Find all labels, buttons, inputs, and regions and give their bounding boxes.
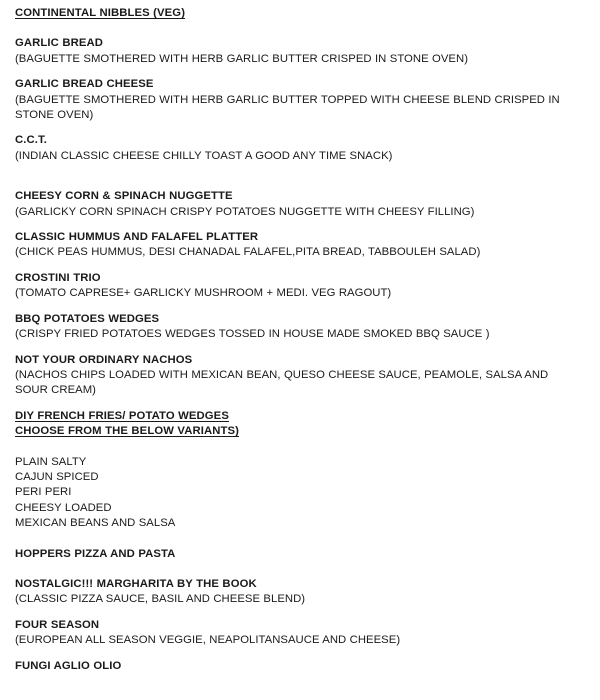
spacer <box>15 302 560 312</box>
menu-item <box>15 36 560 67</box>
menu-item-name: GARLIC BREAD <box>15 37 104 50</box>
menu-item-description: (NACHOS CHIPS LOADED WITH MEXICAN BEAN, QUESO CHEESE SAUCE, PEAMOLE, SALSA AND SOUR CREAM) <box>15 368 549 397</box>
menu-item <box>15 577 560 608</box>
menu-item-name: BBQ POTATOES WEDGES <box>15 312 160 325</box>
menu-item-name: CROSTINI TRIO <box>15 271 101 284</box>
menu-item-name: NOT YOUR ORDINARY NACHOS <box>15 353 193 366</box>
diy-heading-line-2: CHOOSE FROM THE BELOW VARIANTS) <box>15 425 239 438</box>
menu-item <box>15 312 560 343</box>
menu-item <box>15 353 560 399</box>
spacer <box>15 67 560 77</box>
spacer <box>15 164 560 189</box>
menu-item <box>15 77 560 123</box>
diy-variant-item: PLAIN SALTY <box>15 455 87 468</box>
spacer <box>15 608 560 618</box>
menu-item-name: GARLIC BREAD CHEESE <box>15 78 154 91</box>
spacer <box>15 440 560 455</box>
spacer <box>15 649 560 659</box>
menu-item-description: (GARLICKY CORN SPINACH CRISPY POTATOES NUGGETTE WITH CHEESY FILLING) <box>15 205 475 218</box>
menu-item-description: (BAGUETTE SMOTHERED WITH HERB GARLIC BUTTER CRISPED IN STONE OVEN) <box>15 52 469 65</box>
menu-item <box>15 659 560 674</box>
diy-variant-item: MEXICAN BEANS AND SALSA <box>15 517 176 530</box>
menu-item <box>15 133 560 164</box>
spacer <box>15 220 560 230</box>
menu-item <box>15 189 560 220</box>
menu-item-description: (CLASSIC PIZZA SAUCE, BASIL AND CHEESE BLEND) <box>15 593 306 606</box>
menu-item-description: (EUROPEAN ALL SEASON VEGGIE, NEAPOLITANSAUCE AND CHEESE) <box>15 634 401 647</box>
spacer <box>15 21 560 36</box>
diy-section-heading <box>15 409 560 440</box>
menu-item-name: CLASSIC HUMMUS AND FALAFEL PLATTER <box>15 231 259 244</box>
diy-variant-item: CAJUN SPICED <box>15 470 99 483</box>
menu-item-name: NOSTALGIC!!! MARGHARITA BY THE BOOK <box>15 577 257 590</box>
menu-item <box>15 618 560 649</box>
diy-variant-item: CHEESY LOADED <box>15 501 112 514</box>
spacer <box>15 562 560 577</box>
section-heading-hoppers-pizza-and-pasta: HOPPERS PIZZA AND PASTA <box>15 547 176 560</box>
menu-item-description: (CHICK PEAS HUMMUS, DESI CHANADAL FALAFEL,PITA BREAD, TABBOULEH SALAD) <box>15 246 481 259</box>
menu-item-name: FUNGI AGLIO OLIO <box>15 659 122 672</box>
spacer <box>15 343 560 353</box>
menu-item-description: (CRISPY FRIED POTATOES WEDGES TOSSED IN HOUSE MADE SMOKED BBQ SAUCE ) <box>15 328 490 341</box>
menu-item <box>15 271 560 302</box>
menu-item <box>15 230 560 261</box>
diy-heading-line-1: DIY FRENCH FRIES/ POTATO WEDGES <box>15 409 229 422</box>
menu-item-description: (BAGUETTE SMOTHERED WITH HERB GARLIC BUTTER TOPPED WITH CHEESE BLEND CRISPED IN STONE OVEN) <box>15 93 560 122</box>
section-heading-continental-nibbles: CONTINENTAL NIBBLES (VEG) <box>15 7 186 19</box>
diy-variant-item: PERI PERI <box>15 486 72 499</box>
spacer <box>15 399 560 409</box>
menu-item-name: FOUR SEASON <box>15 618 100 631</box>
menu-item-name: CHEESY CORN & SPINACH NUGGETTE <box>15 190 233 203</box>
menu-item-description: (INDIAN CLASSIC CHEESE CHILLY TOAST A GOOD ANY TIME SNACK) <box>15 149 393 162</box>
spacer <box>15 532 560 547</box>
spacer <box>15 123 560 133</box>
spacer <box>15 261 560 271</box>
menu-item-name: C.C.T. <box>15 134 47 147</box>
menu-item-description: (TOMATO CAPRESE+ GARLICKY MUSHROOM + MEDI. VEG RAGOUT) <box>15 287 392 300</box>
diy-variants-list <box>15 455 560 532</box>
